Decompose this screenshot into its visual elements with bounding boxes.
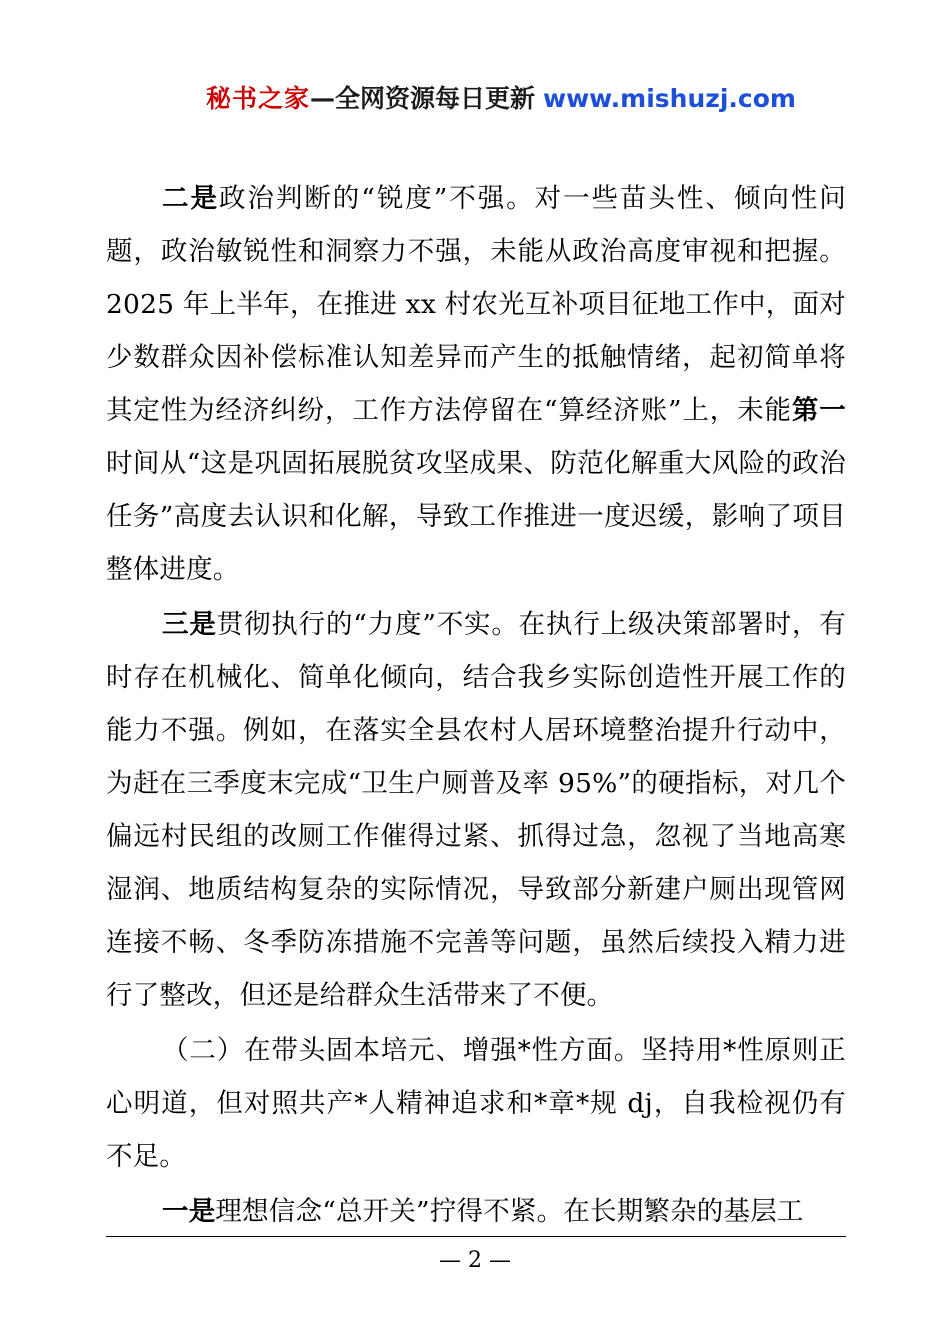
paragraph-4-lead: 一是 [162, 1196, 216, 1227]
paragraph-3-text: （二）在带头固本培元、增强*性方面。坚持用*性原则正心明道，但对照共产*人精神追求和*章*规 dj，自我检视仍有不足。 [106, 1035, 846, 1172]
paragraph-3 [106, 1024, 846, 1183]
site-url[interactable]: www.mishuzj.com [542, 84, 796, 113]
page-number: — 2 — [439, 1248, 511, 1273]
footer-divider [106, 1236, 846, 1237]
paragraph-1-lead: 二是 [162, 183, 219, 214]
document-body [106, 172, 846, 1240]
paragraph-1 [106, 172, 846, 596]
site-brand: 秘书之家 [206, 84, 311, 113]
site-tagline: —全网资源每日更新 [310, 84, 536, 113]
paragraph-2 [106, 598, 846, 1022]
paragraph-4-text: 理想信念“总开关”拧得不紧。在长期繁杂的基层工 [215, 1196, 804, 1227]
paragraph-2-lead: 三是 [162, 609, 217, 640]
paragraph-1-text2: 时间从“这是巩固拓展脱贫攻坚成果、防范化解重大风险的政治任务”高度去认识和化解，导致工作推进一度迟缓，影响了项目整体进度。 [106, 448, 846, 585]
site-watermark-header [206, 86, 796, 111]
paragraph-1-lead2: 第一 [791, 395, 846, 426]
paragraph-1-text: 政治判断的“锐度”不强。对一些苗头性、倾向性问题，政治敏锐性和洞察力不强，未能从政治高度审视和把握。2025 年上半年，在推进 xx 村农光互补项目征地工作中，面对少数群众因补偿标准认知差异而产生的抵触情绪，起初简单将其定性为经济纠纷，工作方法停留在“算经济账”上，未能 [106, 183, 846, 426]
paragraph-4 [106, 1185, 846, 1238]
paragraph-2-text: 贯彻执行的“力度”不实。在执行上级决策部署时，有时存在机械化、简单化倾向，结合我乡实际创造性开展工作的能力不强。例如，在落实全县农村人居环境整治提升行动中，为赶在三季度末完成“卫生户厕普及率 95%”的硬指标，对几个偏远村民组的改厕工作催得过紧、抓得过急，忽视了当地高寒湿润、地质结构复杂的实际情况，导致部分新建户厕出现管网连接不畅、冬季防冻措施不完善等问题，虽然后续投入精力进行了整改，但还是给群众生活带来了不便。 [106, 609, 846, 1011]
